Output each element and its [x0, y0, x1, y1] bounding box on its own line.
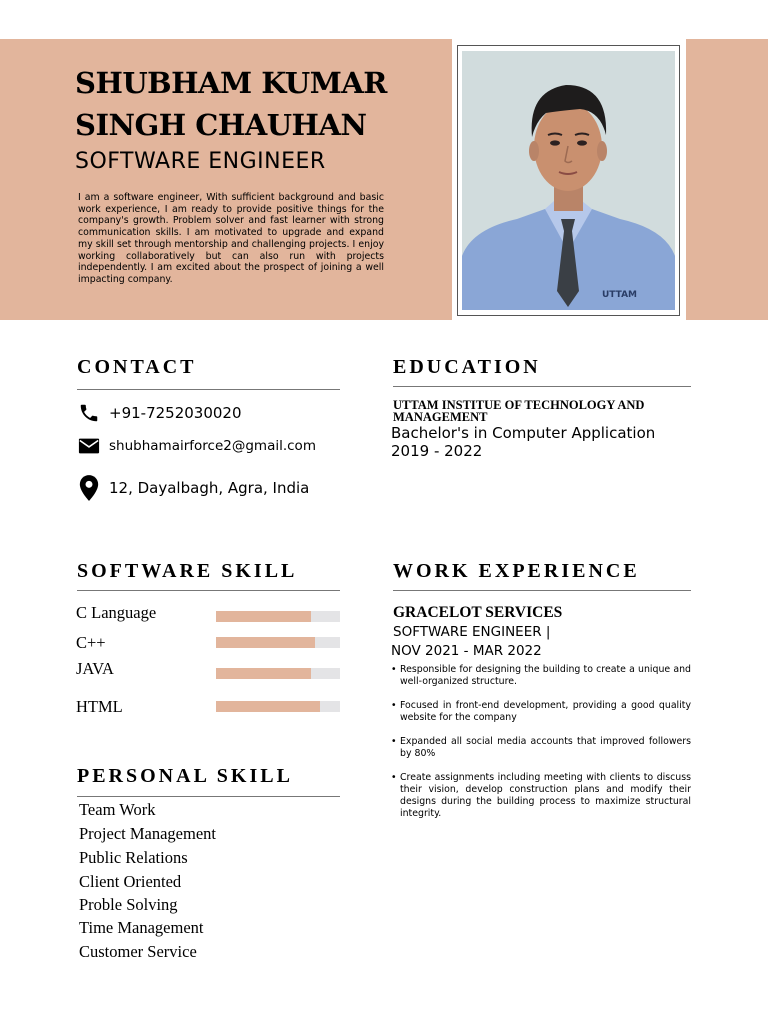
job-company: GRACELOT SERVICES: [393, 604, 563, 621]
personal-skill-heading: PERSONAL SKILL: [77, 765, 293, 787]
contact-heading: CONTACT: [77, 356, 197, 378]
skill-bar-fill-java: [216, 668, 311, 679]
personal-skill-item: Proble Solving: [79, 895, 178, 914]
mail-icon: [78, 436, 100, 456]
responsibility-item: • Responsible for designing the building to create a unique and well-organized structure.: [391, 664, 691, 688]
personal-skill-item: Client Oriented: [79, 872, 182, 891]
software-skill-divider: [77, 590, 340, 591]
education-years: 2019 - 2022: [391, 442, 483, 460]
work-experience-heading: WORK EXPERIENCE: [393, 560, 640, 582]
pocket-logo-text: UTTAM: [602, 290, 638, 300]
job-responsibilities: [391, 664, 691, 832]
header-band-right: [686, 39, 768, 320]
job-title: SOFTWARE ENGINEER |: [393, 624, 551, 640]
personal-skill-item: Customer Service: [79, 942, 197, 961]
contact-email[interactable]: shubhamairforce2@gmail.com: [109, 438, 316, 454]
software-skill-heading: SOFTWARE SKILL: [77, 560, 298, 582]
skill-label-cpp: C++: [76, 633, 106, 652]
personal-skill-divider: [77, 796, 340, 797]
profile-photo: [462, 51, 675, 310]
candidate-role: SOFTWARE ENGINEER: [75, 149, 326, 174]
contact-divider: [77, 389, 340, 390]
personal-skill-item: Public Relations: [79, 848, 188, 867]
work-experience-divider: [393, 590, 691, 591]
skill-bar-cpp: [216, 637, 340, 648]
job-dates: NOV 2021 - MAR 2022: [391, 643, 542, 659]
skill-label-html: HTML: [76, 697, 123, 716]
contact-email-row: [78, 436, 316, 456]
responsibility-item: • Create assignments including meeting with clients to discuss their vision, develop construction plans and modify their designs during the building process to maximize structural integrity.: [391, 772, 691, 819]
skill-bar-java: [216, 668, 340, 679]
education-heading: EDUCATION: [393, 356, 541, 378]
skill-label-c: C Language: [76, 603, 157, 622]
personal-skill-item: Project Management: [79, 824, 216, 843]
contact-address: 12, Dayalbagh, Agra, India: [109, 479, 310, 497]
phone-icon: [78, 402, 100, 424]
contact-phone-row: [78, 402, 242, 424]
responsibility-item: • Focused in front-end development, providing a good quality website for the company: [391, 700, 691, 724]
education-degree: Bachelor's in Computer Application: [391, 424, 656, 442]
skill-bar-fill-c: [216, 611, 311, 622]
skill-bar-c: [216, 611, 340, 622]
profile-summary: I am a software engineer, With sufficient background and basic work experience, I am ready to provide positive things for the company's growth. Problem solver and fast learner with strong communication skills. I am motivated to upgrade and expand my skill set through mentorship and challenging projects. I enjoy working collaboratively but can also run with projects independently. I am excited about the prospect of joining a well impacting company.: [78, 192, 384, 285]
personal-skill-item: Time Management: [79, 918, 204, 937]
skill-bar-fill-html: [216, 701, 320, 712]
personal-skill-item: Team Work: [79, 800, 156, 819]
skill-bar-fill-cpp: [216, 637, 315, 648]
education-school: UTTAM INSTITUE OF TECHNOLOGY AND MANAGEMENT: [393, 398, 645, 424]
skill-bar-html: [216, 701, 340, 712]
education-divider: [393, 386, 691, 387]
location-pin-icon: [78, 474, 100, 502]
contact-address-row: [78, 474, 309, 502]
candidate-name: SHUBHAM KUMAR SINGH CHAUHAN: [75, 66, 387, 142]
contact-phone[interactable]: +91-7252030020: [109, 404, 242, 422]
responsibility-item: • Expanded all social media accounts that improved followers by 80%: [391, 736, 691, 760]
skill-label-java: JAVA: [76, 659, 114, 678]
